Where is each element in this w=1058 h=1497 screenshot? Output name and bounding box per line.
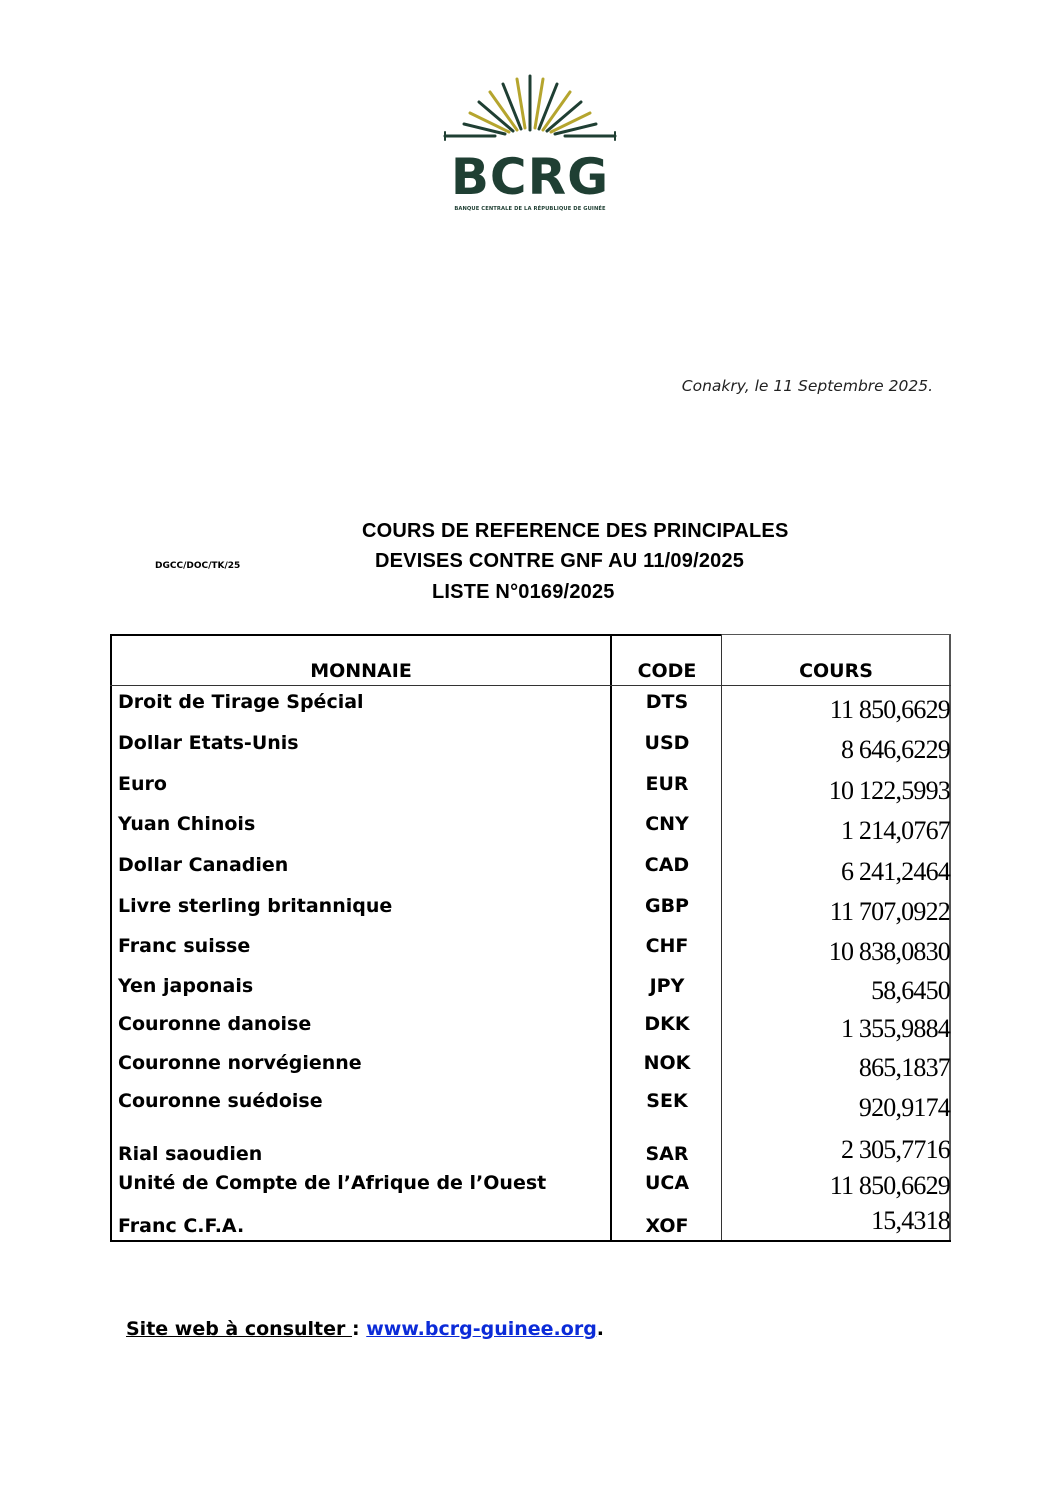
logo-subtitle: BANQUE CENTRALE DE LA RÉPUBLIQUE DE GUINÉE: [454, 206, 606, 212]
column-header-code: CODE: [637, 660, 697, 682]
currency-code: DKK: [644, 1013, 690, 1035]
document-reference: DGCC/DOC/TK/25: [155, 561, 241, 571]
exchange-rate: 11 850,6629: [829, 695, 950, 724]
currency-code: JPY: [649, 975, 685, 997]
currency-code: GBP: [644, 895, 689, 917]
currency-name: Droit de Tirage Spécial: [118, 691, 364, 713]
currency-code: UCA: [644, 1172, 690, 1194]
exchange-rate: 15,4318: [871, 1206, 950, 1235]
currency-name: Euro: [118, 773, 167, 795]
sunburst-nails-icon: [437, 70, 623, 150]
date-line: Conakry, le 11 Septembre 2025.: [681, 377, 933, 395]
exchange-rate: 11 850,6629: [829, 1171, 950, 1200]
bcrg-logo: [437, 70, 623, 215]
currency-name: Couronne suédoise: [118, 1090, 323, 1112]
currency-code: CNY: [645, 813, 689, 835]
currency-code: CAD: [644, 854, 690, 876]
table-header-divider: [110, 685, 951, 686]
currency-name: Franc C.F.A.: [118, 1215, 245, 1237]
website-label: Site web à consulter: [126, 1318, 353, 1340]
currency-code: XOF: [645, 1215, 689, 1237]
exchange-rate: 1 355,9884: [840, 1014, 950, 1043]
table-border-top-left: [110, 634, 722, 636]
currency-name: Dollar Etats-Unis: [118, 732, 299, 754]
currency-name: Unité de Compte de l’Afrique de l’Ouest: [118, 1172, 547, 1194]
exchange-rate: 58,6450: [871, 976, 950, 1005]
exchange-rate: 10 122,5993: [828, 776, 950, 805]
document-title-line-1: COURS DE REFERENCE DES PRINCIPALES: [362, 520, 789, 542]
table-border-top-right: [722, 634, 951, 635]
currency-code: USD: [644, 732, 690, 754]
exchange-rate: 11 707,0922: [829, 897, 950, 926]
currency-name: Yuan Chinois: [118, 813, 256, 835]
column-header-cours: COURS: [799, 660, 873, 682]
exchange-rate: 8 646,6229: [840, 735, 950, 764]
currency-name: Couronne norvégienne: [118, 1052, 362, 1074]
column-header-monnaie: MONNAIE: [310, 660, 412, 682]
currency-code: CHF: [645, 935, 689, 957]
currency-name: Yen japonais: [118, 975, 254, 997]
currency-name: Rial saoudien: [118, 1143, 263, 1165]
document-title-line-2: DEVISES CONTRE GNF AU 11/09/2025: [375, 550, 745, 572]
currency-code: SAR: [645, 1143, 689, 1165]
footer-trailing-period: .: [596, 1318, 605, 1340]
table-border-bottom: [110, 1240, 951, 1242]
currency-code: NOK: [643, 1052, 691, 1074]
table-border-left: [110, 634, 112, 1242]
website-link[interactable]: www.bcrg-guinee.org: [366, 1318, 597, 1340]
currency-name: Livre sterling britannique: [118, 895, 393, 917]
exchange-rate: 920,9174: [858, 1093, 950, 1122]
exchange-rate: 2 305,7716: [840, 1135, 950, 1164]
currency-code: SEK: [646, 1090, 688, 1112]
currency-name: Franc suisse: [118, 935, 251, 957]
exchange-rate: 1 214,0767: [840, 816, 950, 845]
list-number: LISTE N°0169/2025: [432, 581, 615, 603]
website-separator: :: [352, 1318, 367, 1340]
currency-code: DTS: [645, 691, 689, 713]
footer-website: [126, 1318, 604, 1340]
exchange-rate: 865,1837: [858, 1053, 950, 1082]
exchange-rate: 10 838,0830: [828, 937, 950, 966]
logo-wordmark: BCRG: [450, 148, 610, 206]
currency-name: Couronne danoise: [118, 1013, 312, 1035]
currency-code: EUR: [645, 773, 689, 795]
exchange-rate: 6 241,2464: [840, 857, 950, 886]
currency-name: Dollar Canadien: [118, 854, 289, 876]
